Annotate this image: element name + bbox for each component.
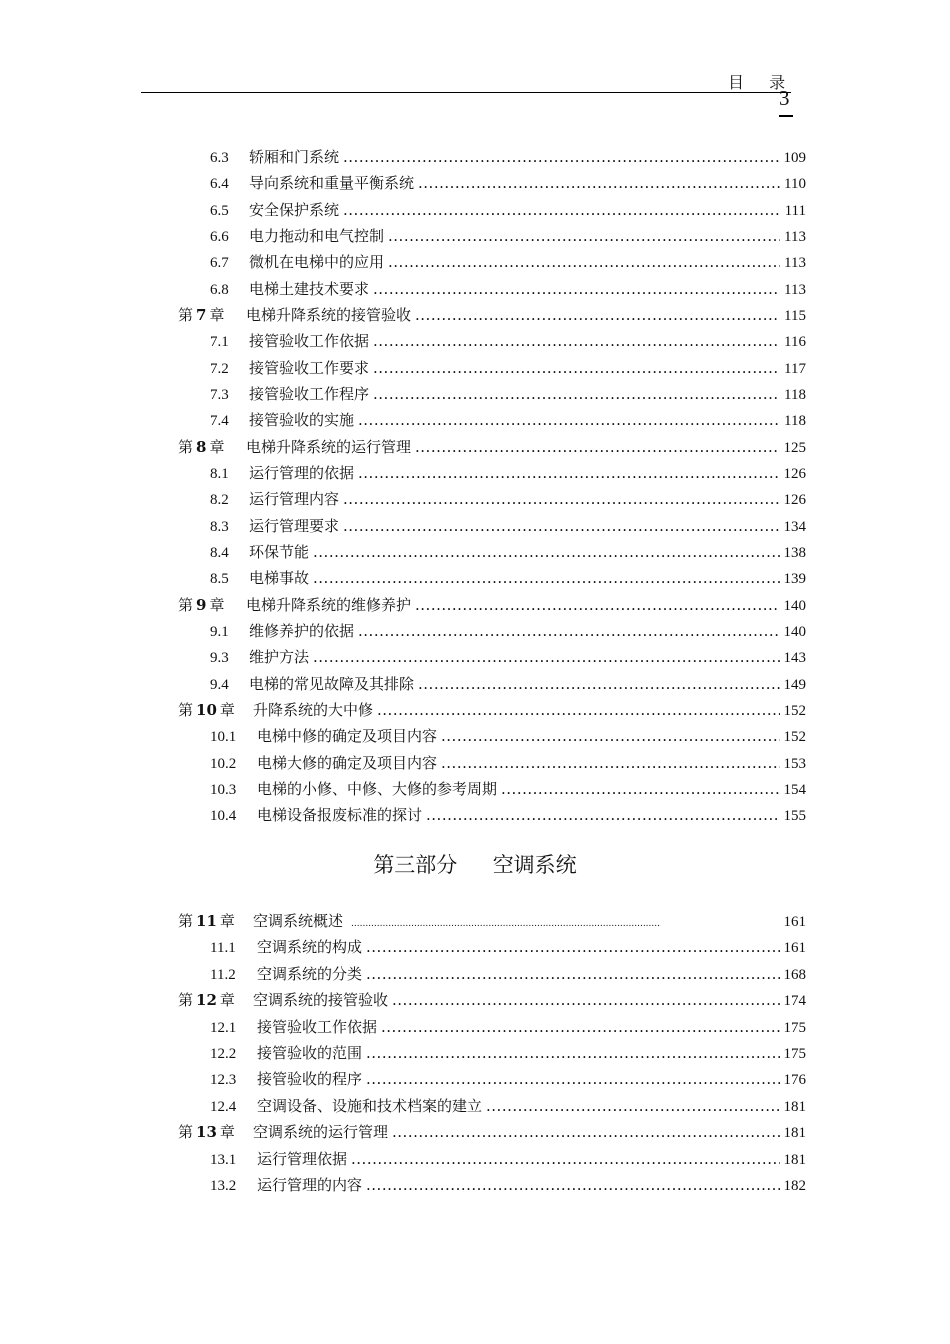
dot-leader — [313, 567, 779, 589]
dot-leader — [366, 936, 779, 958]
dot-leader — [373, 278, 780, 300]
toc-entry-title: 电梯大修的确定及项目内容 — [257, 753, 438, 772]
toc-entry-title: 电梯的常见故障及其排除 — [249, 674, 415, 693]
chapter-digit: 8 — [196, 437, 207, 456]
dot-leader — [441, 725, 779, 747]
toc-section-row[interactable] — [210, 172, 806, 194]
toc-section-row[interactable] — [210, 357, 806, 379]
dot-leader — [366, 1174, 779, 1196]
chapter-number — [178, 594, 246, 616]
toc-section-row[interactable] — [210, 383, 806, 405]
dot-leader — [392, 989, 779, 1011]
dot-leader — [392, 1121, 779, 1143]
section-number: 8.2 — [210, 492, 229, 509]
dot-leader — [373, 330, 780, 352]
toc-entry-title: 维修养护的依据 — [249, 621, 355, 640]
section-number: 11.1 — [210, 940, 236, 957]
toc-page-number: 153 — [783, 755, 806, 772]
dot-leader — [415, 436, 779, 458]
dot-leader — [358, 462, 779, 484]
section-number: 12.1 — [210, 1019, 237, 1036]
toc-entry-title: 电梯升降系统的维修养护 — [246, 595, 412, 614]
chapter-prefix: 第 — [178, 1123, 194, 1142]
toc-entry-title: 运行管理依据 — [257, 1149, 348, 1168]
toc-entry-title: 运行管理的内容 — [257, 1176, 363, 1194]
dot-leader — [358, 409, 780, 431]
chapter-number — [178, 699, 253, 721]
chapter-suffix: 章 — [219, 912, 235, 930]
toc-page-number: 134 — [783, 518, 806, 535]
section-number: 13.1 — [210, 1151, 237, 1168]
toc-section-row[interactable] — [210, 251, 806, 273]
toc-page-number: 175 — [783, 1046, 806, 1062]
toc-page-number: 149 — [783, 676, 806, 693]
toc-section-row[interactable] — [210, 1174, 806, 1196]
toc-page-number: 181 — [783, 1151, 806, 1168]
section-number: 7.3 — [210, 386, 229, 403]
toc-page-number: 113 — [784, 281, 806, 298]
toc-entry-title: 微机在电梯中的应用 — [249, 253, 385, 272]
toc-section-row[interactable] — [210, 330, 806, 352]
toc-page-number: 143 — [783, 650, 806, 667]
dot-leader — [415, 594, 779, 616]
section-title-text: 空调系统 — [492, 853, 577, 877]
dot-leader — [343, 199, 781, 221]
toc-page-number: 118 — [784, 413, 806, 430]
chapter-prefix: 第 — [178, 912, 194, 930]
dot-leader — [343, 146, 779, 168]
toc-chapter-row[interactable] — [178, 989, 806, 1011]
dot-leader — [366, 1042, 779, 1064]
dot-leader — [358, 620, 779, 642]
toc-page-number: 140 — [783, 623, 806, 640]
chapter-digit: 11 — [196, 912, 217, 930]
toc-entry-title: 接管验收工作程序 — [249, 384, 370, 403]
toc-entry-title: 空调设备、设施和技术档案的建立 — [257, 1096, 483, 1115]
toc-entry-title: 运行管理的依据 — [249, 463, 355, 482]
chapter-digit: 9 — [196, 595, 207, 614]
chapter-prefix: 第 — [178, 700, 194, 719]
section-number: 10.3 — [210, 781, 237, 798]
dot-leader — [351, 910, 661, 932]
toc-entry-title: 接管验收的范围 — [257, 1044, 363, 1062]
section-number: 6.6 — [210, 228, 229, 245]
toc-section-row[interactable] — [210, 1068, 806, 1090]
chapter-suffix: 章 — [219, 991, 235, 1010]
toc-chapter-row[interactable] — [178, 594, 806, 616]
section-number: 9.4 — [210, 676, 229, 693]
toc-page-number: 138 — [783, 544, 806, 561]
section-number: 10.2 — [210, 755, 237, 772]
toc-entry-title: 空调系统概述 — [253, 912, 344, 930]
toc-page-number: 181 — [783, 1098, 806, 1115]
toc-entry-title: 电梯升降系统的接管验收 — [246, 305, 412, 324]
dot-leader — [426, 804, 779, 826]
toc-entry-title: 环保节能 — [249, 542, 310, 561]
section-number: 9.1 — [210, 623, 229, 640]
toc-chapter-row[interactable] — [178, 1121, 806, 1143]
section-number: 8.5 — [210, 571, 229, 588]
toc-entry-title: 电梯升降系统的运行管理 — [246, 437, 412, 456]
section-number: 6.8 — [210, 281, 229, 298]
toc-page-number: 154 — [783, 781, 806, 798]
dot-leader — [418, 172, 780, 194]
page-number: 3 — [779, 86, 790, 110]
dot-leader — [388, 251, 780, 273]
chapter-digit: 12 — [196, 991, 217, 1010]
dot-leader — [377, 699, 779, 721]
toc-page-number: 182 — [783, 1178, 806, 1194]
toc-section-row[interactable] — [210, 673, 806, 695]
toc-page-number: 161 — [783, 914, 806, 930]
toc-entry-title: 运行管理要求 — [249, 516, 340, 535]
toc-entry-title: 电梯中修的确定及项目内容 — [257, 727, 438, 746]
toc-entry-title: 安全保护系统 — [249, 200, 340, 219]
toc-page-number: 176 — [783, 1072, 806, 1089]
toc-page-number: 161 — [783, 940, 806, 957]
dot-leader — [343, 515, 779, 537]
dot-leader — [373, 383, 780, 405]
chapter-number — [178, 1121, 253, 1143]
section-number: 6.7 — [210, 255, 229, 272]
toc-section-row[interactable] — [210, 225, 806, 247]
dot-leader — [381, 1016, 779, 1038]
section-number: 13.2 — [210, 1178, 237, 1194]
toc-chapter-row[interactable] — [178, 699, 806, 721]
dot-leader — [415, 304, 780, 326]
section-number: 9.3 — [210, 650, 229, 667]
toc-page-number: 174 — [783, 993, 806, 1010]
dot-leader — [313, 646, 779, 668]
toc-page-number: 109 — [783, 150, 806, 166]
dot-leader — [351, 1148, 779, 1170]
toc-entry-title: 电梯事故 — [249, 569, 310, 588]
toc-section-row[interactable] — [210, 620, 806, 642]
dot-leader — [313, 541, 779, 563]
toc-page-number: 126 — [783, 492, 806, 509]
section-number: 10.1 — [210, 729, 237, 746]
chapter-suffix: 章 — [209, 437, 225, 456]
toc-section-row[interactable] — [210, 515, 806, 537]
dot-leader — [343, 488, 779, 510]
header-rule — [141, 92, 791, 93]
chapter-digit: 10 — [196, 700, 217, 719]
section-number: 6.3 — [210, 150, 229, 166]
toc-page-number: 152 — [783, 729, 806, 746]
toc-entry-title: 空调系统的接管验收 — [253, 991, 389, 1010]
dot-leader — [418, 673, 779, 695]
running-header-title: 目 录 — [728, 73, 796, 92]
section-number: 6.4 — [210, 176, 229, 193]
toc-entry-title: 电力拖动和电气控制 — [249, 226, 385, 245]
chapter-suffix: 章 — [209, 305, 225, 324]
toc-section-row[interactable] — [210, 725, 806, 747]
toc-entry-title: 接管验收的程序 — [257, 1070, 363, 1089]
toc-entry-title: 运行管理内容 — [249, 490, 340, 509]
toc-chapter-row[interactable] — [178, 304, 806, 326]
toc-entry-title: 接管验收工作依据 — [257, 1017, 378, 1036]
section-number: 7.2 — [210, 360, 229, 377]
chapter-prefix: 第 — [178, 991, 194, 1010]
toc-entry-title: 电梯土建技术要求 — [249, 279, 370, 298]
toc-entry-title: 空调系统的构成 — [257, 938, 363, 957]
toc-page-number: 126 — [783, 465, 806, 482]
section-number: 7.4 — [210, 413, 229, 430]
toc-page-number: 116 — [784, 334, 806, 351]
toc-page-number: 110 — [784, 176, 806, 193]
toc-page-number: 111 — [784, 202, 806, 219]
dot-leader — [366, 963, 779, 985]
toc-page-number: 155 — [783, 808, 806, 825]
toc-page-number: 152 — [783, 702, 806, 719]
chapter-number — [178, 910, 253, 932]
chapter-number — [178, 304, 246, 326]
section-number: 8.1 — [210, 465, 229, 482]
toc-section-row[interactable] — [210, 1095, 806, 1117]
chapter-number — [178, 989, 253, 1011]
toc-entry-title: 导向系统和重量平衡系统 — [249, 174, 415, 193]
toc-entry-title: 接管验收的实施 — [249, 411, 355, 430]
toc-section-row[interactable] — [210, 646, 806, 668]
chapter-suffix: 章 — [209, 595, 225, 614]
toc-section-row[interactable] — [210, 488, 806, 510]
toc-entry-title: 维护方法 — [249, 648, 310, 667]
section-number: 6.5 — [210, 202, 229, 219]
toc-page-number: 140 — [783, 597, 806, 614]
chapter-prefix: 第 — [178, 305, 194, 324]
toc-section-row[interactable] — [210, 567, 806, 589]
toc-section-row[interactable] — [210, 199, 806, 221]
toc-section-row[interactable] — [210, 278, 806, 300]
toc-page-number: 125 — [783, 439, 806, 456]
toc-section-row[interactable] — [210, 752, 806, 774]
chapter-prefix: 第 — [178, 595, 194, 614]
section-number: 12.2 — [210, 1046, 237, 1062]
toc-section-row[interactable] — [210, 963, 806, 985]
toc-entry-title: 接管验收工作依据 — [249, 332, 370, 351]
dot-leader — [501, 778, 779, 800]
dot-leader — [388, 225, 780, 247]
dot-leader — [366, 1068, 779, 1090]
section-number: 12.4 — [210, 1098, 237, 1115]
section-number: 12.3 — [210, 1072, 237, 1089]
section-number: 8.3 — [210, 518, 229, 535]
toc-page-number: 113 — [784, 228, 806, 245]
toc-page-number: 139 — [783, 571, 806, 588]
chapter-prefix: 第 — [178, 437, 194, 456]
toc-chapter-row[interactable] — [178, 436, 806, 458]
toc-chapter-row[interactable] — [178, 910, 806, 932]
chapter-digit: 7 — [196, 305, 207, 324]
chapter-number — [178, 436, 246, 458]
toc-entry-title: 接管验收工作要求 — [249, 358, 370, 377]
section-number: 10.4 — [210, 808, 237, 825]
chapter-digit: 13 — [196, 1123, 217, 1142]
section-heading-part3 — [0, 849, 950, 879]
toc-section-row[interactable] — [210, 778, 806, 800]
chapter-suffix: 章 — [219, 700, 235, 719]
toc-entry-title: 电梯设备报废标准的探讨 — [257, 806, 423, 825]
toc-page-number: 181 — [783, 1125, 806, 1142]
toc-section-row[interactable] — [210, 1016, 806, 1038]
toc-section-row[interactable] — [210, 1148, 806, 1170]
toc-entry-title: 轿厢和门系统 — [249, 148, 340, 166]
section-number: 7.1 — [210, 334, 229, 351]
section-label: 第三部分 — [373, 853, 458, 877]
dot-leader — [373, 357, 780, 379]
toc-page-number: 175 — [783, 1019, 806, 1036]
toc-section-row[interactable] — [210, 936, 806, 958]
chapter-suffix: 章 — [219, 1123, 235, 1142]
dot-leader — [441, 752, 779, 774]
section-number: 8.4 — [210, 544, 229, 561]
toc-page-number: 115 — [784, 307, 806, 324]
toc-page-number: 117 — [784, 360, 806, 377]
toc-section-row[interactable] — [210, 462, 806, 484]
toc-section-row[interactable] — [210, 1042, 806, 1064]
toc-section-row[interactable] — [210, 541, 806, 563]
toc-entry-title: 空调系统的运行管理 — [253, 1123, 389, 1142]
toc-section-row[interactable] — [210, 409, 806, 431]
page-number-underline — [779, 115, 793, 117]
toc-section-row[interactable] — [210, 146, 806, 168]
dot-leader — [486, 1095, 779, 1117]
toc-entry-title: 升降系统的大中修 — [253, 700, 374, 719]
toc-page-number: 118 — [784, 386, 806, 403]
toc-entry-title: 电梯的小修、中修、大修的参考周期 — [257, 779, 498, 798]
section-number: 11.2 — [210, 966, 236, 983]
toc-page-number: 113 — [784, 255, 806, 272]
toc-entry-title: 空调系统的分类 — [257, 964, 363, 983]
toc-page-number: 168 — [783, 966, 806, 983]
toc-section-row[interactable] — [210, 804, 806, 826]
